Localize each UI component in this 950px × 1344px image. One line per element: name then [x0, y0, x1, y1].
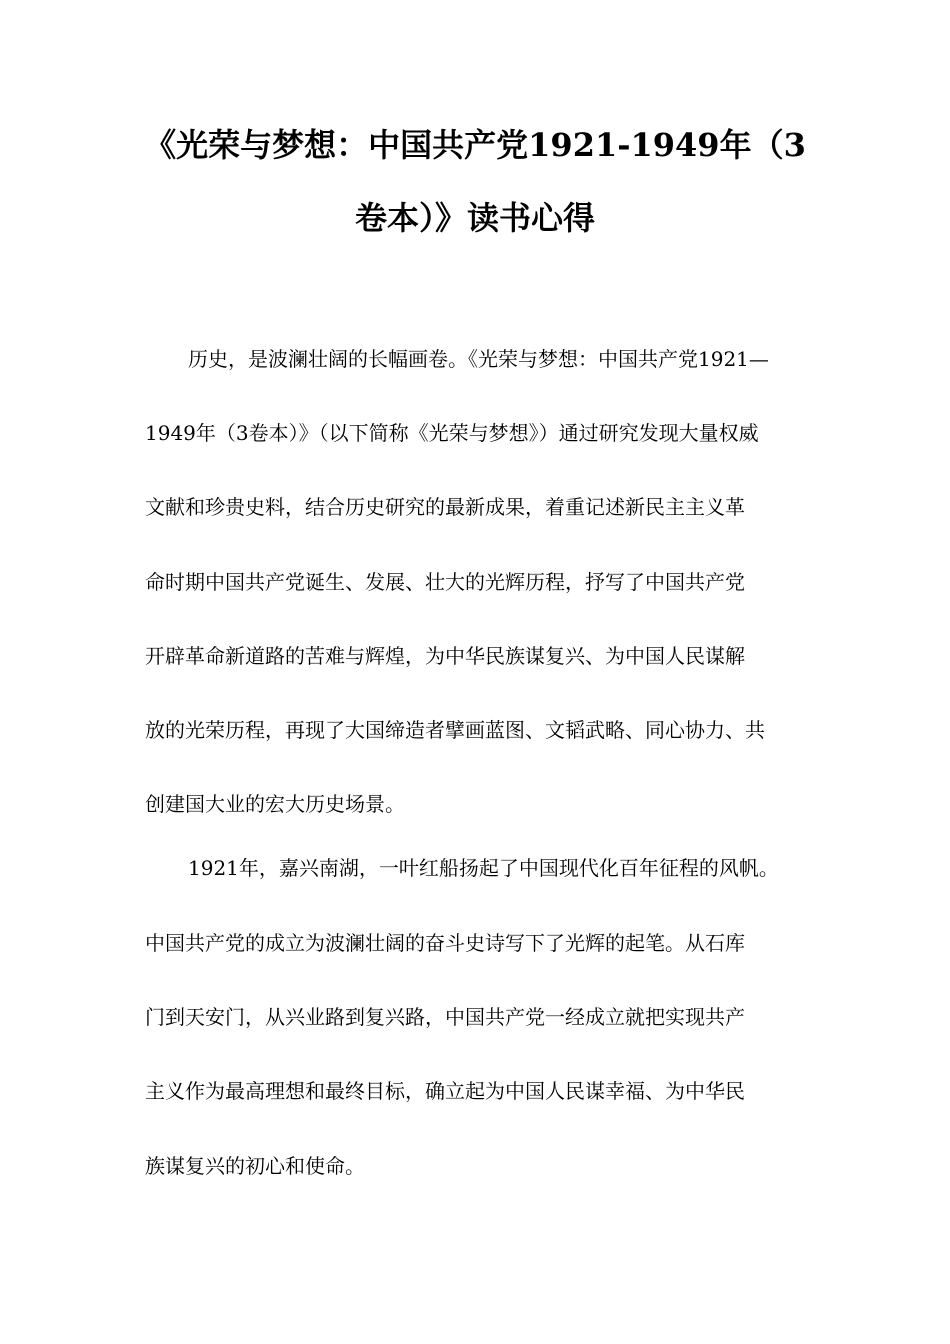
paragraph-1-line-2: 1949年（3卷本）》（以下简称《光荣与梦想》）通过研究发现大量权威	[145, 421, 759, 445]
document-title-line-2: 卷本）》读书心得	[354, 199, 595, 237]
paragraph-2-line-1: 1921年，嘉兴南湖，一叶红船扬起了中国现代化百年征程的风帆。	[188, 856, 779, 880]
paragraph-1-line-5: 开辟革命新道路的苦难与辉煌，为中华民族谋复兴、为中国人民谋解	[145, 644, 745, 668]
paragraph-1-line-6: 放的光荣历程，再现了大国缔造者擘画蓝图、文韬武略、同心协力、共	[145, 718, 765, 742]
paragraph-2-line-5: 族谋复兴的初心和使命。	[145, 1154, 365, 1178]
paragraph-2-line-2: 中国共产党的成立为波澜壮阔的奋斗史诗写下了光辉的起笔。从石库	[145, 931, 745, 955]
document-title-line-1: 《光荣与梦想：中国共产党1921-1949年（3	[144, 126, 806, 164]
paragraph-1-line-1: 历史，是波澜壮阔的长幅画卷。《光荣与梦想：中国共产党1921—	[188, 347, 769, 371]
paragraph-2-line-3: 门到天安门，从兴业路到复兴路，中国共产党一经成立就把实现共产	[145, 1005, 745, 1029]
paragraph-1-line-3: 文献和珍贵史料，结合历史研究的最新成果，着重记述新民主主义革	[145, 495, 745, 519]
paragraph-1-line-7: 创建国大业的宏大历史场景。	[145, 792, 405, 816]
paragraph-1-line-4: 命时期中国共产党诞生、发展、壮大的光辉历程，抒写了中国共产党	[145, 570, 745, 594]
paragraph-2-line-4: 主义作为最高理想和最终目标，确立起为中国人民谋幸福、为中华民	[145, 1079, 745, 1103]
